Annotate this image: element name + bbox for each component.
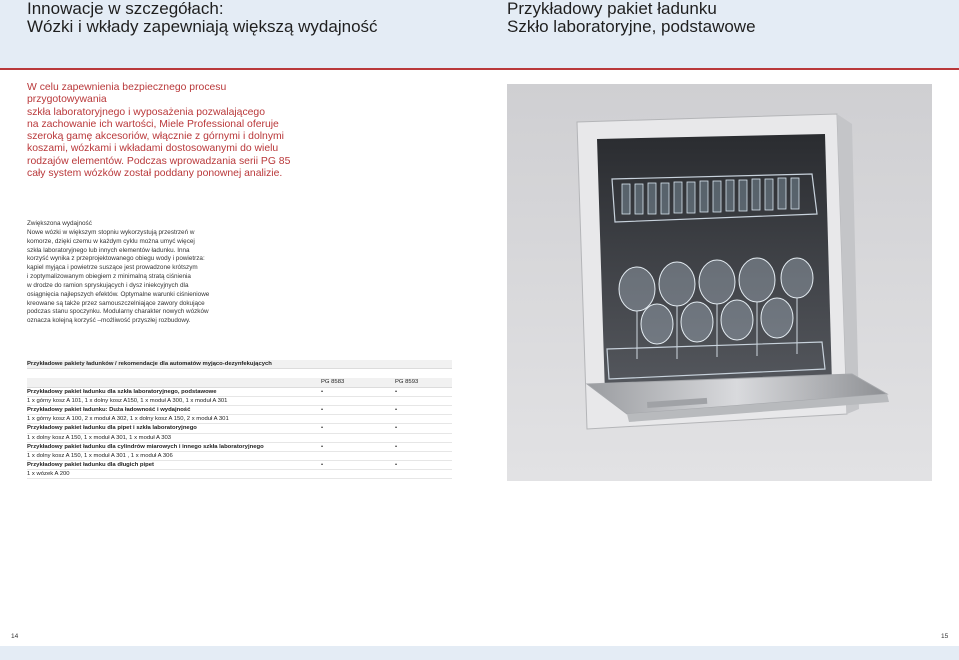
section-title: Zwiększona wydajność (27, 220, 92, 227)
table-header (27, 378, 452, 387)
left-title-line1: Innowacje w szczegółach: (27, 0, 224, 18)
dishwasher-illustration (507, 84, 932, 481)
bullet-mark: • (395, 462, 398, 469)
left-title-line2: Wózki i wkłady zapewniają większą wydajność (27, 17, 378, 36)
intro-line: W celu zapewnienia bezpiecznego procesu przygotowywania (27, 82, 227, 106)
bullet-mark: • (321, 462, 324, 469)
intro-line: na zachowanie ich wartości, Miele Professional oferuje (27, 118, 279, 130)
row-label: Przykładowy pakiet ładunku dla pipet i szkła laboratoryjnego (27, 425, 197, 432)
intro-paragraph (27, 82, 302, 180)
page-number-right: 15 (941, 633, 949, 640)
table-spacer (27, 369, 452, 378)
bullet-mark: • (395, 388, 398, 395)
row-label: Przykładowy pakiet ładunku dla szkła laboratoryjnego, podstawowe (27, 388, 217, 395)
column-header-pg8583: PG 8583 (321, 379, 345, 386)
section-line: oznacza kolejną korzyść –możliwość przyszłej rozbudowy. (27, 317, 191, 325)
row-label: 1 x wózek A 200 (27, 471, 70, 478)
left-page-title (27, 0, 378, 36)
right-title-line1: Przykładowy pakiet ładunku (507, 0, 717, 18)
bullet-mark: • (321, 406, 324, 413)
table-row (27, 461, 452, 470)
section-line: podczas stanu spoczynku. Modularny charakter nowych wózków (27, 308, 209, 316)
section-line: kąpiel myjąca i powietrze suszące jest prowadzone krótszym (27, 264, 198, 272)
efficiency-section (27, 220, 237, 326)
row-label: 1 x górny kosz A 101, 1 x dolny kosz A150, 1 x moduł A 300, 1 x moduł A 301 (27, 397, 228, 404)
intro-line: rodzajów elementów. Podczas wprowadzania serii PG 85 (27, 155, 291, 167)
row-label: Przykładowy pakiet ładunku dla długich pipet (27, 462, 154, 469)
right-page-title (507, 0, 756, 36)
row-label: Przykładowy pakiet ładunku dla cylindrów miarowych i innego szkła laboratoryjnego (27, 443, 264, 450)
page-number-left: 14 (11, 633, 19, 640)
bullet-mark: • (395, 425, 398, 432)
table-row (27, 388, 452, 397)
table-row (27, 397, 452, 406)
section-line: w drodze do ramion spryskujących i dysz iniekcyjnych dla (27, 281, 189, 289)
intro-line: cały system wózków został poddany ponownej analizie. (27, 168, 283, 180)
section-line: Nowe wózki w większym stopniu wykorzystują przestrzeń w (27, 228, 195, 236)
table-row (27, 443, 452, 452)
dishwasher-photo (507, 84, 932, 481)
table-row (27, 452, 452, 461)
bullet-mark: • (321, 443, 324, 450)
intro-line: szkła laboratoryjnego i wyposażenia pozwalającego (27, 106, 265, 118)
table-row (27, 434, 452, 443)
table-row (27, 415, 452, 424)
section-line: korzyść wynika z przeprojektowanego obiegu wody i powietrza: (27, 255, 205, 263)
table-row (27, 470, 452, 479)
section-line: komorze, dzięki czemu w każdym cyklu można umyć więcej (27, 237, 195, 245)
row-label: 1 x górny kosz A 100, 2 x moduł A 302, 1 x dolny kosz A 150, 2 x moduł A 301 (27, 416, 229, 423)
row-label: 1 x dolny kosz A 150, 1 x moduł A 301 , 1 x moduł A 306 (27, 452, 173, 459)
header-divider (0, 68, 959, 70)
load-package-table (27, 360, 452, 479)
section-line: szkła laboratoryjnego lub innych elementów ładunku. Inna (27, 246, 190, 254)
intro-line: szeroką gamę akcesoriów, włącznie z górnymi i dolnymi (27, 131, 284, 143)
bullet-mark: • (321, 388, 324, 395)
table-row (27, 406, 452, 415)
right-title-line2: Szkło laboratoryjne, podstawowe (507, 17, 756, 36)
bullet-mark: • (395, 443, 398, 450)
section-line: i zoptymalizowanym obiegiem z minimalną stratą ciśnienia (27, 273, 191, 281)
table-title: Przykładowe pakiety ładunków / rekomendacje dla automatów myjąco-dezynfekujących (27, 360, 452, 369)
column-header-pg8593: PG 8593 (395, 379, 419, 386)
section-line: osiągnięcia najlepszych efektów. Optymalne warunki ciśnieniowe (27, 290, 210, 298)
footer-band (0, 646, 959, 660)
section-line: kreowane są także przez samouszczelniające zawory dokujące (27, 299, 205, 307)
bullet-mark: • (321, 425, 324, 432)
intro-line: koszami, wózkami i wkładami dostosowanymi do wielu (27, 143, 279, 155)
bullet-mark: • (395, 406, 398, 413)
table-row (27, 424, 452, 433)
row-label: Przykładowy pakiet ładunku: Duża ładowność i wydajność (27, 406, 191, 413)
row-label: 1 x dolny kosz A 150, 1 x moduł A 301, 1 x moduł A 303 (27, 434, 172, 441)
